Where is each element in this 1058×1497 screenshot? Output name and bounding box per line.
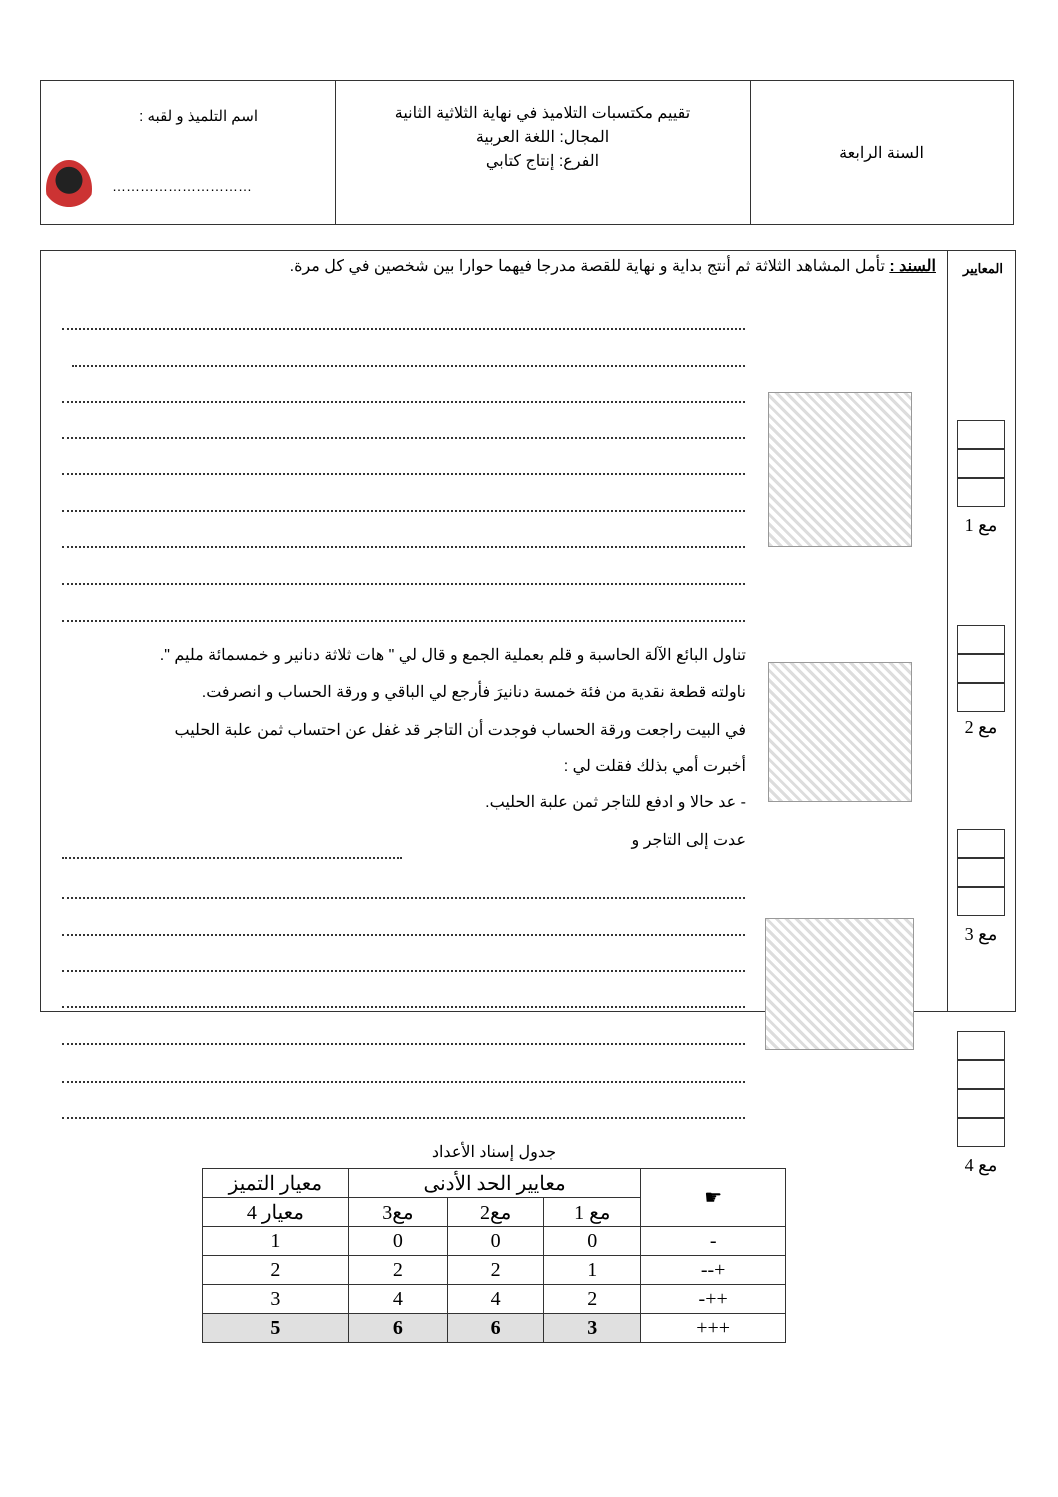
writing-line[interactable] [62,510,745,512]
score-cell: 4 [348,1285,447,1314]
score-cell: 3 [544,1314,641,1343]
pointer-icon: ☛ [641,1169,786,1227]
instruction [290,256,936,276]
score-cell: 3 [203,1285,349,1314]
score-box[interactable] [957,478,1005,507]
score-cell: 2 [348,1256,447,1285]
score-box[interactable] [957,1118,1005,1147]
writing-line[interactable] [62,1043,745,1045]
score-box[interactable] [957,858,1005,887]
writing-line[interactable] [62,897,745,899]
grading-table [202,1168,786,1343]
instruction-text: تأمل المشاهد الثلاثة ثم أنتج بداية و نهاية للقصة مدرجا فيهما حوارا بين شخصين في كل مرة. [289,258,885,275]
scene-2-image [768,662,912,802]
score-cell: 4 [448,1285,544,1314]
table-row [203,1227,786,1256]
score-cell: 5 [203,1314,349,1343]
score-cell: 1 [203,1227,349,1256]
criteria-header: المعايير [962,261,1003,276]
criterion-label: مع 1 [964,515,998,535]
writing-line[interactable] [62,328,745,330]
table-row [203,1285,786,1314]
score-cell: 1 [544,1256,641,1285]
column-header: مع3 [348,1198,447,1227]
level-cell: +-- [641,1256,786,1285]
school-year: السنة الرابعة [839,145,924,162]
level-cell: - [641,1227,786,1256]
score-cell: 2 [448,1256,544,1285]
column-header: مع2 [448,1198,544,1227]
scene-3-image [765,918,914,1050]
score-box[interactable] [957,420,1005,449]
score-box[interactable] [957,654,1005,683]
exam-title: تقييم مكتسبات التلاميذ في نهاية الثلاثية الثانية [394,105,691,122]
writing-line[interactable] [62,583,745,585]
instruction-label: السند : [889,258,936,275]
story-line: - عد حالا و ادفع للتاجر ثمن علبة الحليب. [485,794,746,811]
story-line: ناولته قطعة نقدية من فئة خمسة دنانيرَ فأرجع لي الباقي و ورقة الحساب و انصرفت. [201,684,746,701]
writing-line[interactable] [72,365,745,367]
score-box[interactable] [957,625,1005,654]
criterion-label: مع 2 [964,717,998,737]
writing-line[interactable] [62,934,745,936]
score-cell: 2 [544,1285,641,1314]
criterion-label: مع 3 [964,924,998,944]
exam-branch: الفرع: إنتاج كتابي [485,153,600,170]
mascot-image [46,160,92,218]
column-header: معيار 4 [203,1198,349,1227]
table-row [203,1256,786,1285]
score-box[interactable] [957,887,1005,916]
level-cell: +++ [641,1314,786,1343]
story-line: تناول البائع الآلة الحاسبة و قلم بعملية الجمع و قال لي " هات ثلاثة دنانير و خمسمائة مليم ". [159,647,746,664]
score-box[interactable] [957,1031,1005,1060]
score-cell: 0 [348,1227,447,1256]
group-excellence-header: معيار التميز [203,1169,349,1198]
story-line: عدت إلى التاجر و [631,832,746,849]
writing-line[interactable] [62,473,745,475]
writing-line[interactable] [62,546,745,548]
writing-line[interactable] [62,857,402,859]
score-cell: 2 [203,1256,349,1285]
student-name-field[interactable]: ………………………… [112,178,252,194]
writing-line[interactable] [62,401,745,403]
table-row-max [203,1314,786,1343]
scene-1-image [768,392,912,547]
score-cell: 6 [348,1314,447,1343]
group-min-header: معايير الحد الأدنى [348,1169,641,1198]
criterion-label: مع 4 [964,1155,998,1175]
column-header: مع 1 [544,1198,641,1227]
writing-line[interactable] [62,437,745,439]
grading-table-title: جدول إسناد الأعداد [431,1144,557,1161]
writing-line[interactable] [62,1081,745,1083]
student-name-label: اسم التلميذ و لقبه : [139,108,258,125]
writing-line[interactable] [62,1006,745,1008]
score-cell: 0 [544,1227,641,1256]
score-cell: 6 [448,1314,544,1343]
exam-domain: المجال: اللغة العربية [475,129,610,146]
score-box[interactable] [957,449,1005,478]
score-box[interactable] [957,829,1005,858]
story-line: أخبرت أمي بذلك فقلت لي : [563,758,746,775]
writing-line[interactable] [62,970,745,972]
score-box[interactable] [957,1060,1005,1089]
writing-line[interactable] [62,1117,745,1119]
score-box[interactable] [957,683,1005,712]
score-box[interactable] [957,1089,1005,1118]
score-cell: 0 [448,1227,544,1256]
level-cell: ++- [641,1285,786,1314]
writing-line[interactable] [62,620,745,622]
story-line: في البيت راجعت ورقة الحساب فوجدت أن التاجر قد غفل عن احتساب ثمن علبة الحليب [174,722,746,739]
